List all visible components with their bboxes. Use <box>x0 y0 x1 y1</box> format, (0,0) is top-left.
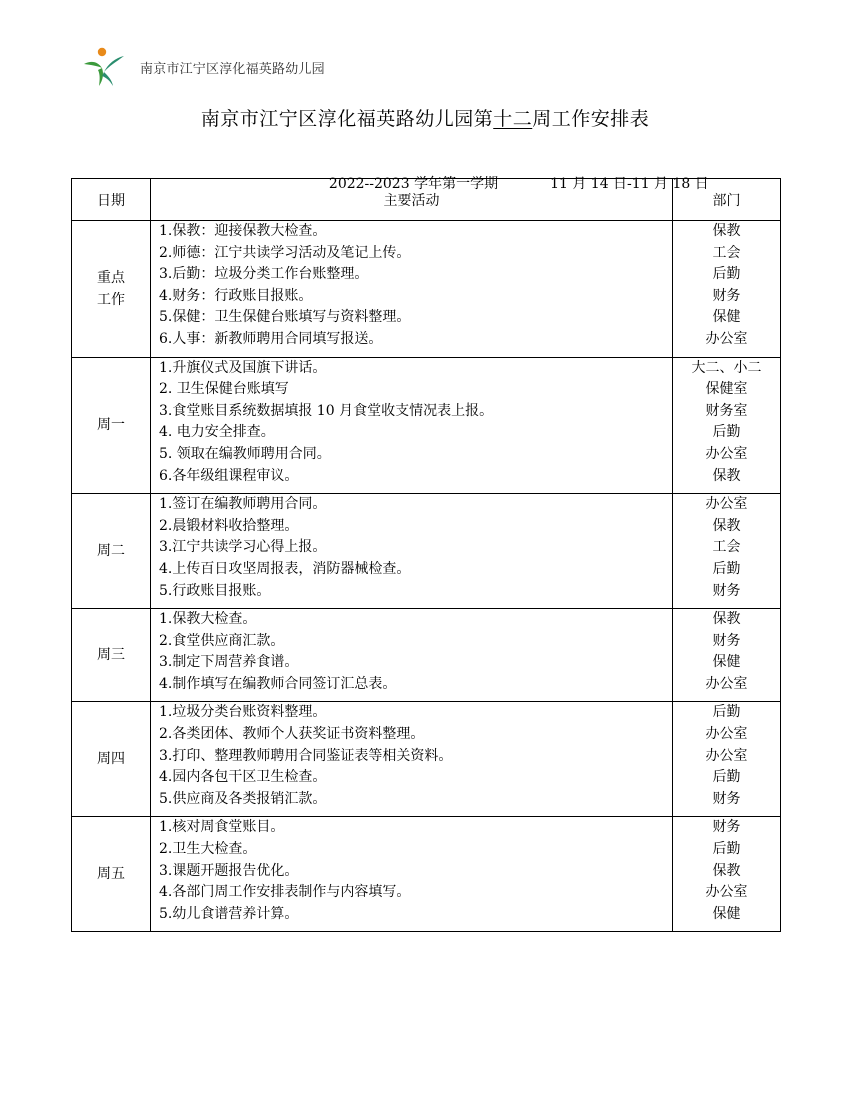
activity-item: 2. 卫生保健台账填写 <box>159 381 289 398</box>
department-item: 保健 <box>712 905 741 922</box>
department-cell <box>673 609 781 702</box>
activity-item: 4.各部门周工作安排表制作与内容填写。 <box>159 884 411 901</box>
activity-item: 1.垃圾分类台账资料整理。 <box>159 704 327 721</box>
activity-item: 5.幼儿食谱营养计算。 <box>159 905 299 922</box>
day-cell <box>72 221 151 358</box>
department-item: 保教 <box>712 517 741 534</box>
department-item: 财务 <box>712 632 741 649</box>
activity-item: 6.各年级组课程审议。 <box>159 467 299 484</box>
department-item: 保健 <box>712 654 741 671</box>
activity-item: 3.制定下周营养食谱。 <box>159 654 299 671</box>
day-label: 重点 <box>97 269 125 286</box>
day-label: 工作 <box>97 291 125 308</box>
header-date: 日期 <box>72 179 151 221</box>
department-item: 办公室 <box>705 496 748 513</box>
term-label: 2022--2023 学年第一学期 <box>328 176 499 192</box>
activity-item: 5.供应商及各类报销汇款。 <box>159 790 327 807</box>
activity-item: 1.保教：迎接保教大检查。 <box>159 223 327 239</box>
activity-item: 4.制作填写在编教师合同签订汇总表。 <box>159 675 397 692</box>
department-item: 后勤 <box>712 424 741 441</box>
school-header <box>82 46 325 88</box>
department-item: 后勤 <box>712 704 741 721</box>
day-label: 周一 <box>97 417 125 434</box>
activity-item: 4.上传百日攻坚周报表，消防器械检查。 <box>159 560 411 577</box>
activity-item: 1.保教大检查。 <box>159 611 257 628</box>
activity-item: 1.升旗仪式及国旗下讲话。 <box>159 359 327 376</box>
department-item: 办公室 <box>705 726 748 743</box>
department-item: 保教 <box>712 467 741 484</box>
day-cell <box>72 494 151 609</box>
activity-item: 4. 电力安全排查。 <box>159 424 275 441</box>
department-item: 大二、小二 <box>691 359 762 376</box>
row-monday <box>72 357 781 494</box>
activity-item: 5. 领取在编教师聘用合同。 <box>159 445 331 462</box>
activity-item: 5.行政账目报账。 <box>159 582 271 599</box>
day-label: 周二 <box>97 543 125 560</box>
department-item: 保教 <box>712 223 741 239</box>
activity-item: 2.各类团体、教师个人获奖证书资料整理。 <box>159 726 425 743</box>
activity-item: 1.签订在编教师聘用合同。 <box>159 496 327 513</box>
department-item: 保教 <box>712 611 741 628</box>
department-item: 办公室 <box>705 445 748 462</box>
activity-item: 6.人事：新教师聘用合同填写报送。 <box>159 330 383 347</box>
department-item: 财务 <box>712 790 741 807</box>
department-item: 保健 <box>712 309 741 326</box>
row-key-work <box>72 221 781 358</box>
activity-item: 5.保健：卫生保健台账填写与资料整理。 <box>159 309 411 326</box>
department-item: 办公室 <box>705 330 748 347</box>
department-item: 办公室 <box>705 884 748 901</box>
department-item: 办公室 <box>705 675 748 692</box>
activity-item: 2.卫生大检查。 <box>159 841 257 858</box>
department-cell <box>673 357 781 494</box>
department-item: 工会 <box>712 244 741 261</box>
table-header-row <box>72 179 781 221</box>
header-department: 部门 <box>673 179 781 221</box>
activity-item: 2.晨锻材料收拾整理。 <box>159 517 299 534</box>
row-thursday <box>72 702 781 817</box>
department-item: 工会 <box>712 539 741 556</box>
schedule-table <box>71 178 781 932</box>
title-week-number: 十二 <box>493 108 533 130</box>
activities-cell <box>151 817 673 932</box>
activity-item: 3.江宁共读学习心得上报。 <box>159 539 327 556</box>
department-item: 财务 <box>712 287 741 304</box>
kindergarten-logo-icon <box>82 46 126 88</box>
header-activities: 主要活动 <box>151 179 673 221</box>
department-item: 财务 <box>712 582 741 599</box>
day-cell <box>72 702 151 817</box>
department-cell <box>673 221 781 358</box>
activity-item: 3.课题开题报告优化。 <box>159 862 299 879</box>
activities-cell <box>151 357 673 494</box>
activities-cell <box>151 494 673 609</box>
activity-item: 1.核对周食堂账目。 <box>159 819 285 836</box>
activity-item: 4.园内各包干区卫生检查。 <box>159 769 327 786</box>
title-suffix: 周工作安排表 <box>532 108 650 130</box>
department-item: 办公室 <box>705 747 748 764</box>
activity-item: 3.后勤：垃圾分类工作台账整理。 <box>159 266 369 283</box>
activity-item: 3.食堂账目系统数据填报 10 月食堂收支情况表上报。 <box>159 402 494 419</box>
date-range: 11 月 14 日-11 月 18 日 <box>550 176 709 192</box>
department-item: 后勤 <box>712 841 741 858</box>
day-cell <box>72 609 151 702</box>
department-item: 保健室 <box>705 381 748 398</box>
day-cell <box>72 357 151 494</box>
department-item: 后勤 <box>712 266 741 283</box>
activities-cell <box>151 609 673 702</box>
row-wednesday <box>72 609 781 702</box>
department-item: 后勤 <box>712 560 741 577</box>
department-item: 财务室 <box>705 402 748 419</box>
department-cell <box>673 817 781 932</box>
title-prefix: 南京市江宁区淳化福英路幼儿园第 <box>200 108 494 130</box>
department-item: 财务 <box>712 819 741 836</box>
activities-cell <box>151 221 673 358</box>
activity-item: 2.食堂供应商汇款。 <box>159 632 285 649</box>
day-label: 周五 <box>97 866 125 883</box>
page-title <box>0 104 850 131</box>
department-item: 后勤 <box>712 769 741 786</box>
row-tuesday <box>72 494 781 609</box>
activities-cell <box>151 702 673 817</box>
day-cell <box>72 817 151 932</box>
school-name: 南京市江宁区淳化福英路幼儿园 <box>140 61 325 77</box>
schedule-body <box>72 221 781 932</box>
day-label: 周四 <box>97 751 125 768</box>
activity-item: 3.打印、整理教师聘用合同鉴证表等相关资料。 <box>159 747 453 764</box>
department-cell <box>673 702 781 817</box>
department-cell <box>673 494 781 609</box>
department-item: 保教 <box>712 862 741 879</box>
activity-item: 2.师德：江宁共读学习活动及笔记上传。 <box>159 244 411 261</box>
activity-item: 4.财务：行政账目报账。 <box>159 287 313 304</box>
day-label: 周三 <box>97 647 125 664</box>
row-friday <box>72 817 781 932</box>
